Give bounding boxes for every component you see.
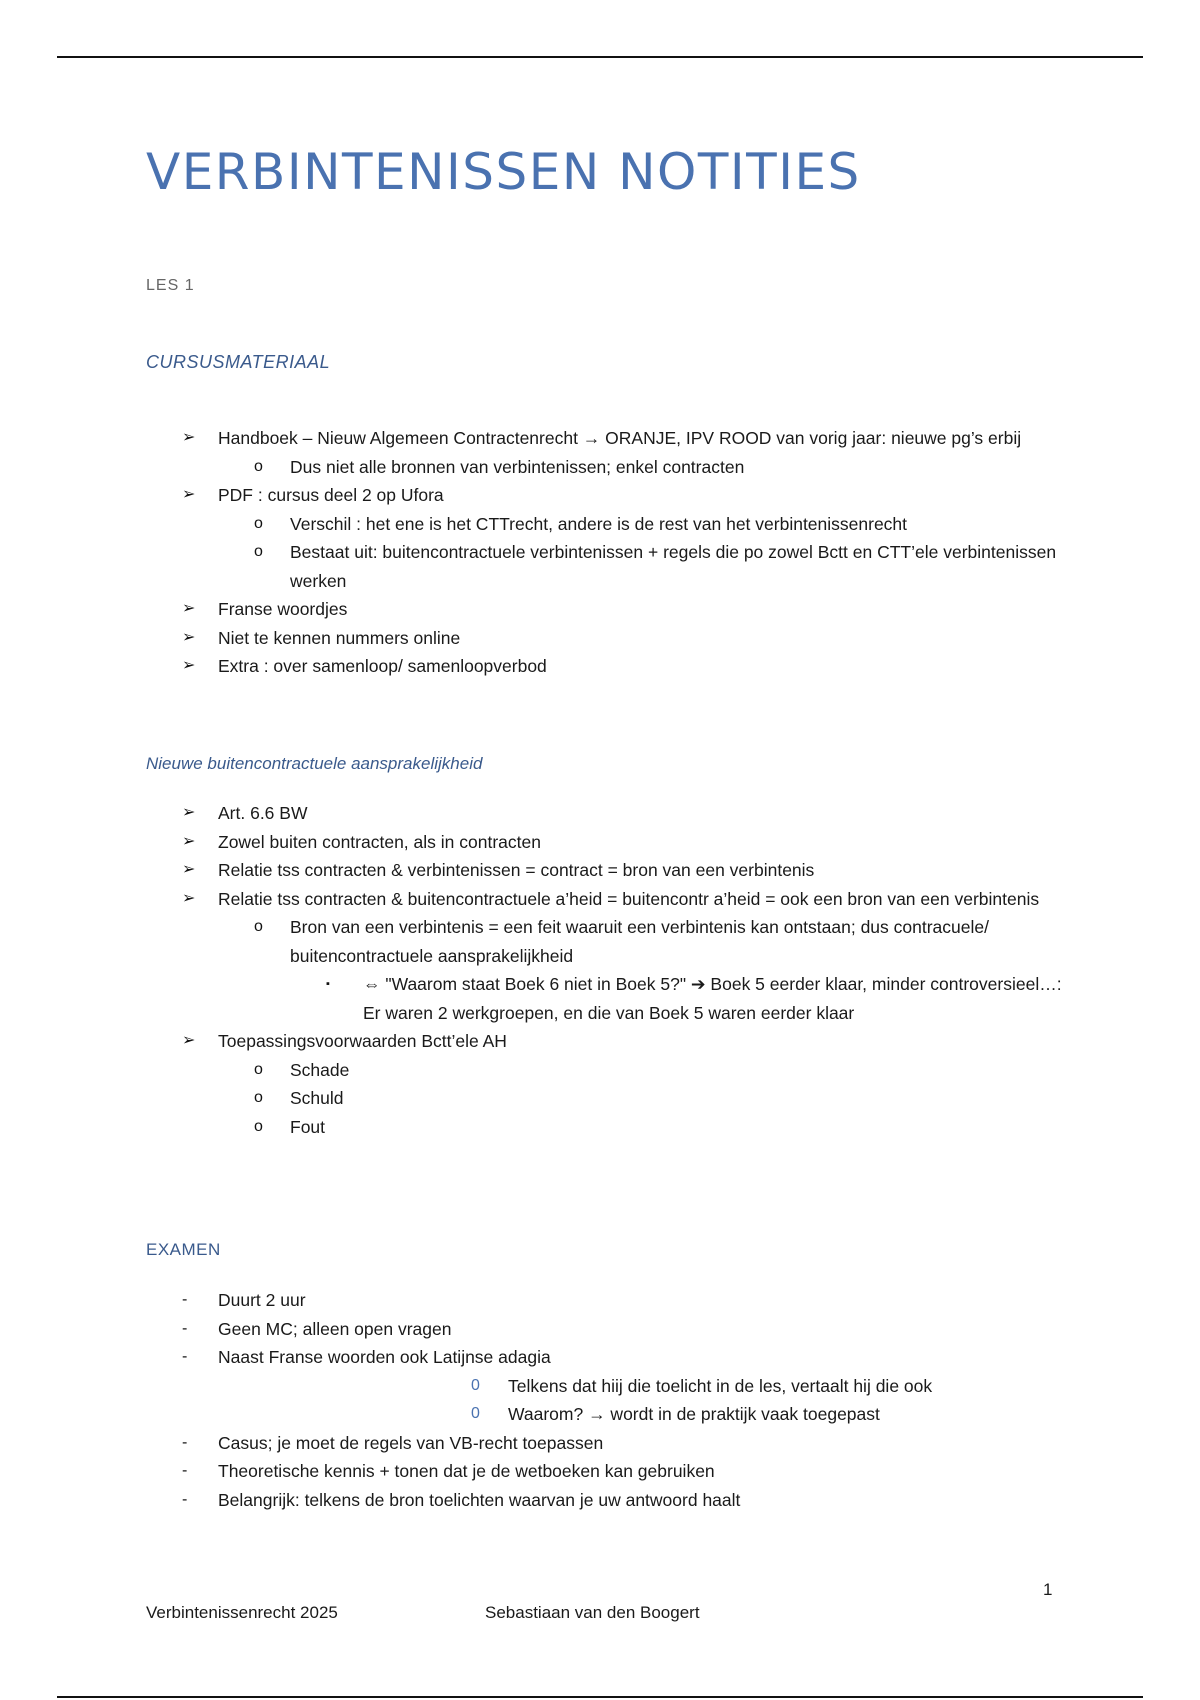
arrow-bullet-icon: ➢	[182, 628, 196, 646]
list-item-text: Casus; je moet de regels van VB-recht toepassen	[218, 1432, 604, 1453]
list-item	[146, 1429, 1066, 1458]
arrow-bullet-icon: ➢	[182, 600, 196, 617]
list-item	[146, 1315, 1066, 1344]
arrow-bullet-icon: ➢	[182, 429, 196, 446]
footer-left: Verbintenissenrecht 2025	[146, 1603, 338, 1622]
circle-bullet-icon: o	[254, 1060, 263, 1078]
list-item	[146, 1027, 1066, 1056]
list-item-text: Theoretische kennis + tonen dat je de wetboeken kan gebruiken	[218, 1461, 715, 1481]
list-item-text: ⇔ "Waarom staat Boek 6 niet in Boek 5?" ➔ Boek 5 eerder klaar, minder controversieel…: Er waren 2 werkgroepen, en die van Boek 5 waren eerder klaar	[363, 974, 1062, 1023]
list-item-text: Naast Franse woorden ook Latijnse adagia	[218, 1347, 551, 1367]
list-item	[146, 856, 1066, 885]
page-title: VERBINTENISSEN NOTITIES	[146, 143, 861, 201]
dash-bullet-icon: -	[182, 1319, 188, 1337]
footer-rule	[57, 1696, 1143, 1698]
circle-bullet-icon: o	[254, 543, 263, 560]
circle-bullet-icon: o	[254, 918, 263, 935]
list-item	[146, 828, 1066, 857]
list-item	[146, 1372, 1066, 1401]
list-item-text: Toepassingsvoorwaarden Bctt’ele AH	[218, 1031, 507, 1051]
list-item-text: Niet te kennen nummers online	[218, 627, 461, 648]
list-item-text: Bestaat uit: buitencontractuele verbintenissen + regels die po zowel Bctt en CTT’ele verbintenissen werken	[290, 542, 1057, 591]
header-rule	[57, 56, 1143, 58]
buitencontractuele-heading: Nieuwe buitencontractuele aansprakelijkheid	[146, 754, 483, 773]
page-number: 1	[1043, 1580, 1053, 1599]
list-item-text: Belangrijk: telkens de bron toelichten waarvan je uw antwoord haalt	[218, 1489, 741, 1510]
circle-bullet-icon: o	[254, 457, 263, 475]
list-item-text: Relatie tss contracten & verbintenissen = contract = bron van een verbintenis	[218, 860, 815, 880]
list-item	[146, 1113, 1066, 1142]
list-item-text: Zowel buiten contracten, als in contracten	[218, 831, 541, 852]
list-item	[146, 453, 1066, 482]
list-item-text: Franse woordjes	[218, 599, 348, 619]
arrow-bullet-icon: ➢	[182, 1032, 196, 1049]
dash-bullet-icon: -	[182, 1490, 188, 1508]
arrow-bullet-icon: ➢	[182, 889, 196, 907]
list-item	[146, 885, 1066, 914]
circle-bullet-icon: 0	[471, 1376, 480, 1394]
list-item	[146, 424, 1066, 453]
list-item	[146, 799, 1066, 828]
circle-bullet-icon: o	[254, 1117, 263, 1135]
list-item	[146, 1486, 1066, 1515]
list-item	[146, 1084, 1066, 1113]
cursusmateriaal-list	[146, 424, 1066, 681]
circle-bullet-icon: 0	[471, 1405, 480, 1422]
list-item	[146, 1286, 1066, 1315]
examen-list	[146, 1286, 1066, 1514]
arrow-bullet-icon: ➢	[182, 861, 196, 878]
list-item	[146, 1343, 1066, 1372]
list-item-text: Dus niet alle bronnen van verbintenissen; enkel contracten	[290, 456, 745, 477]
lesson-label: LES 1	[146, 277, 195, 294]
list-item-text: Schuld	[290, 1088, 344, 1108]
list-item-text: Relatie tss contracten & buitencontractuele a’heid = buitencontr a’heid = ook een bron van een verbintenis	[218, 888, 1040, 909]
list-item-text: Waarom? → wordt in de praktijk vaak toegepast	[508, 1404, 880, 1424]
list-item-text: Duurt 2 uur	[218, 1290, 306, 1310]
list-item-text: PDF : cursus deel 2 op Ufora	[218, 485, 444, 505]
list-item	[146, 652, 1066, 681]
dash-bullet-icon: -	[182, 1433, 188, 1451]
list-item-text: Bron van een verbintenis = een feit waaruit een verbintenis kan ontstaan; dus contracuele/ buitencontractuele aansprakelijkheid	[290, 917, 989, 966]
list-item-text: Schade	[290, 1059, 350, 1080]
list-item	[146, 595, 1066, 624]
list-item-text: Geen MC; alleen open vragen	[218, 1318, 452, 1339]
list-item	[146, 1457, 1066, 1486]
list-item-text: Telkens dat hiij die toelicht in de les, vertaalt hij die ook	[508, 1375, 933, 1396]
list-item-text: Handboek – Nieuw Algemeen Contractenrecht → ORANJE, IPV ROOD van vorig jaar: nieuwe pg’s erbij	[218, 428, 1022, 448]
square-bullet-icon: ▪	[326, 978, 330, 990]
list-item	[146, 970, 1066, 1027]
footer-author: Sebastiaan van den Boogert	[485, 1603, 700, 1622]
dash-bullet-icon: -	[182, 1462, 188, 1479]
arrow-bullet-icon: ➢	[182, 832, 196, 850]
list-item-text: Extra : over samenloop/ samenloopverbod	[218, 656, 547, 676]
arrow-bullet-icon: ➢	[182, 657, 196, 674]
list-item-text: Fout	[290, 1116, 326, 1137]
list-item-text: Verschil : het ene is het CTTrecht, andere is de rest van het verbintenissenrecht	[290, 513, 908, 534]
list-item	[146, 1056, 1066, 1085]
list-item-text: Art. 6.6 BW	[218, 803, 308, 823]
circle-bullet-icon: o	[254, 514, 263, 532]
cursusmateriaal-heading: CURSUSMATERIAAL	[146, 352, 331, 372]
buitencontractuele-list	[146, 799, 1066, 1141]
list-item	[146, 1400, 1066, 1429]
arrow-bullet-icon: ➢	[182, 486, 196, 503]
circle-bullet-icon: o	[254, 1089, 263, 1106]
list-item	[146, 913, 1066, 970]
dash-bullet-icon: -	[182, 1291, 188, 1308]
list-item	[146, 510, 1066, 539]
list-item	[146, 538, 1066, 595]
arrow-bullet-icon: ➢	[182, 804, 196, 821]
examen-heading: EXAMEN	[146, 1240, 221, 1259]
list-item	[146, 481, 1066, 510]
dash-bullet-icon: -	[182, 1348, 188, 1365]
list-item	[146, 624, 1066, 653]
